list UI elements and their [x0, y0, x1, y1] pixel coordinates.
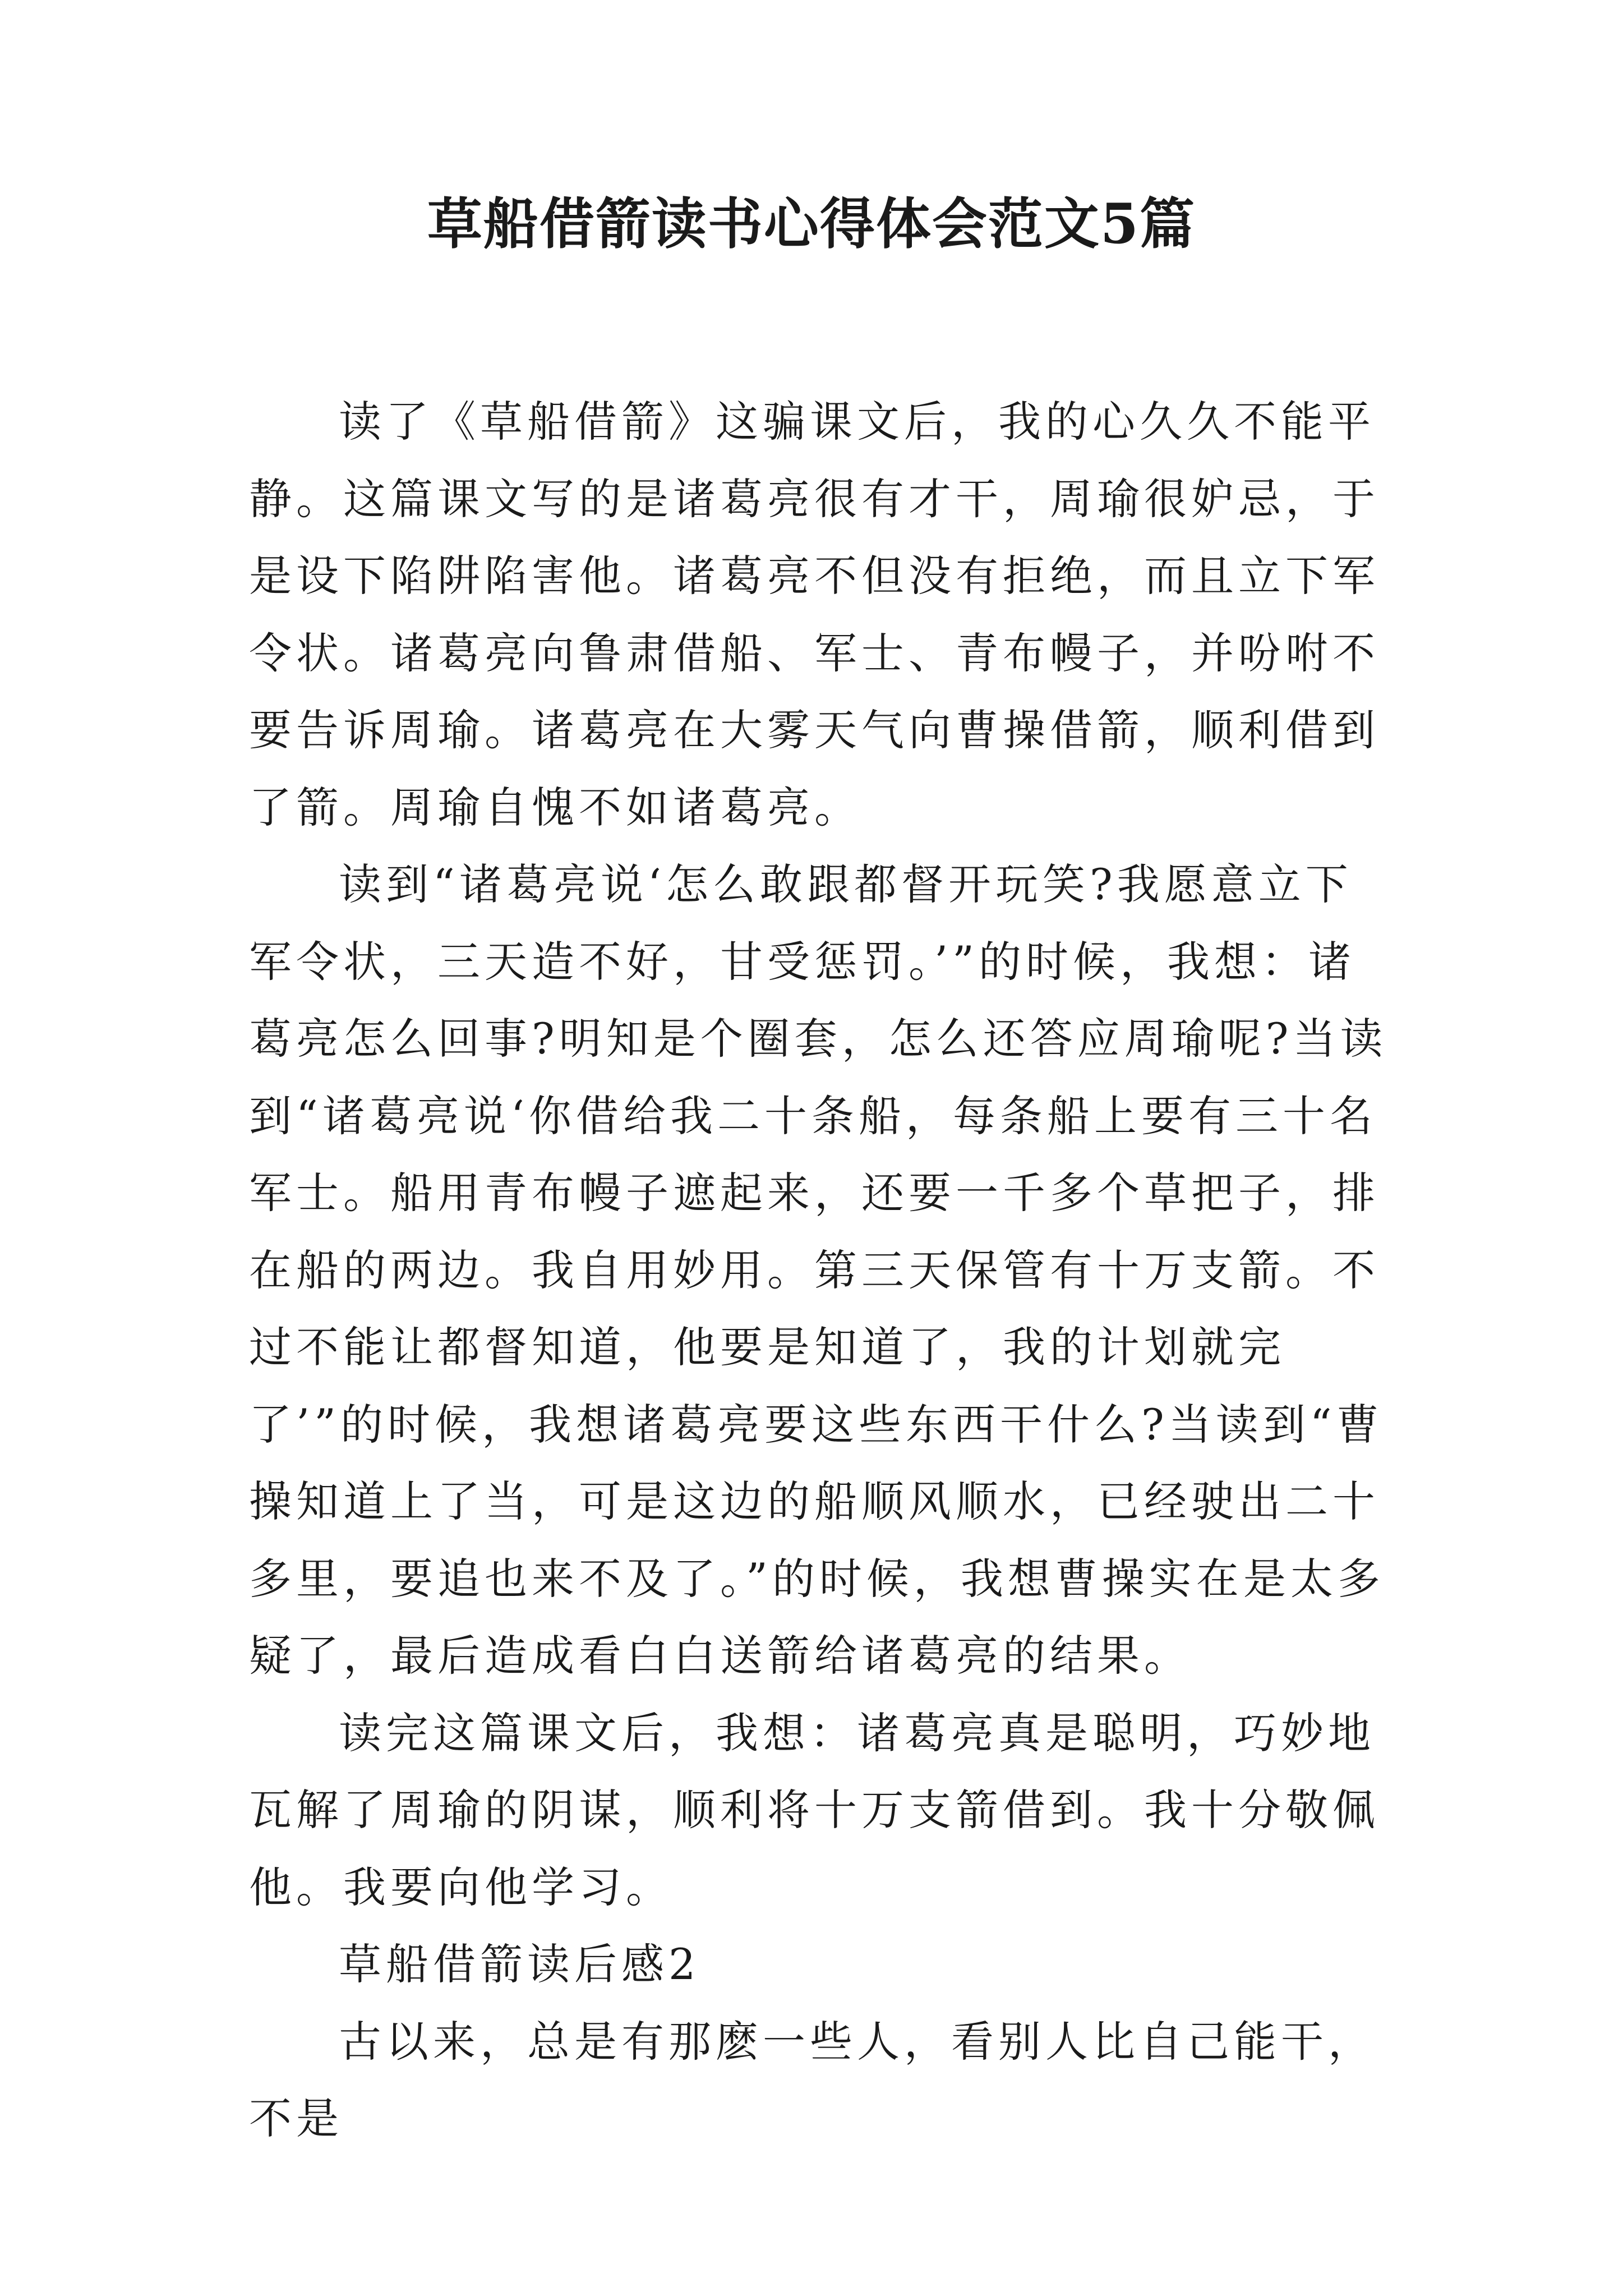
paragraph-2: 读到“诸葛亮说‘怎么敢跟都督开玩笑?我愿意立下军令状，三天造不好，甘受惩罚。’”的时候，我想：诸葛亮怎么回事?明知是个圈套，怎么还答应周瑜呢?当读到“诸葛亮说‘你借给我二十条船，每条船上要有三十名军士。船用青布幔子遮起来，还要一千多个草把子，排在船的两边。我自用妙用。第三天保管有十万支箭。不过不能让都督知道，他要是知道了，我的计划就完了’”的时候，我想诸葛亮要这些东西干什么?当读到“曹操知道上了当，可是这边的船顺风顺水，已经驶出二十多里，要追也来不及了。”的时候，我想曹操实在是太多疑了，最后造成看白白送箭给诸葛亮的结果。 — [249, 859, 1387, 1681]
paragraph-3: 读完这篇课文后，我想：诸葛亮真是聪明，巧妙地瓦解了周瑜的阴谋，顺利将十万支箭借到。我十分敬佩他。我要向他学习。 — [249, 1708, 1380, 1912]
section-heading: 草船借箭读后感2 — [339, 1939, 700, 1989]
document-body — [249, 383, 1387, 2157]
paragraph-4: 古以来，总是有那麽一些人，看别人比自己能干，不是 — [249, 2016, 1375, 2143]
paragraph-1: 读了《草船借箭》这骗课文后，我的心久久不能平静。这篇课文写的是诸葛亮很有才干，周瑜很妒忌，于是设下陷阱陷害他。诸葛亮不但没有拒绝，而且立下军令状。诸葛亮向鲁肃借船、军士、青布幔子，并吩咐不要告诉周瑜。诸葛亮在大雾天气向曹操借箭，顺利借到了箭。周瑜自愧不如诸葛亮。 — [249, 397, 1380, 832]
document-title: 草船借箭读书心得体会范文5篇 — [427, 192, 1196, 256]
